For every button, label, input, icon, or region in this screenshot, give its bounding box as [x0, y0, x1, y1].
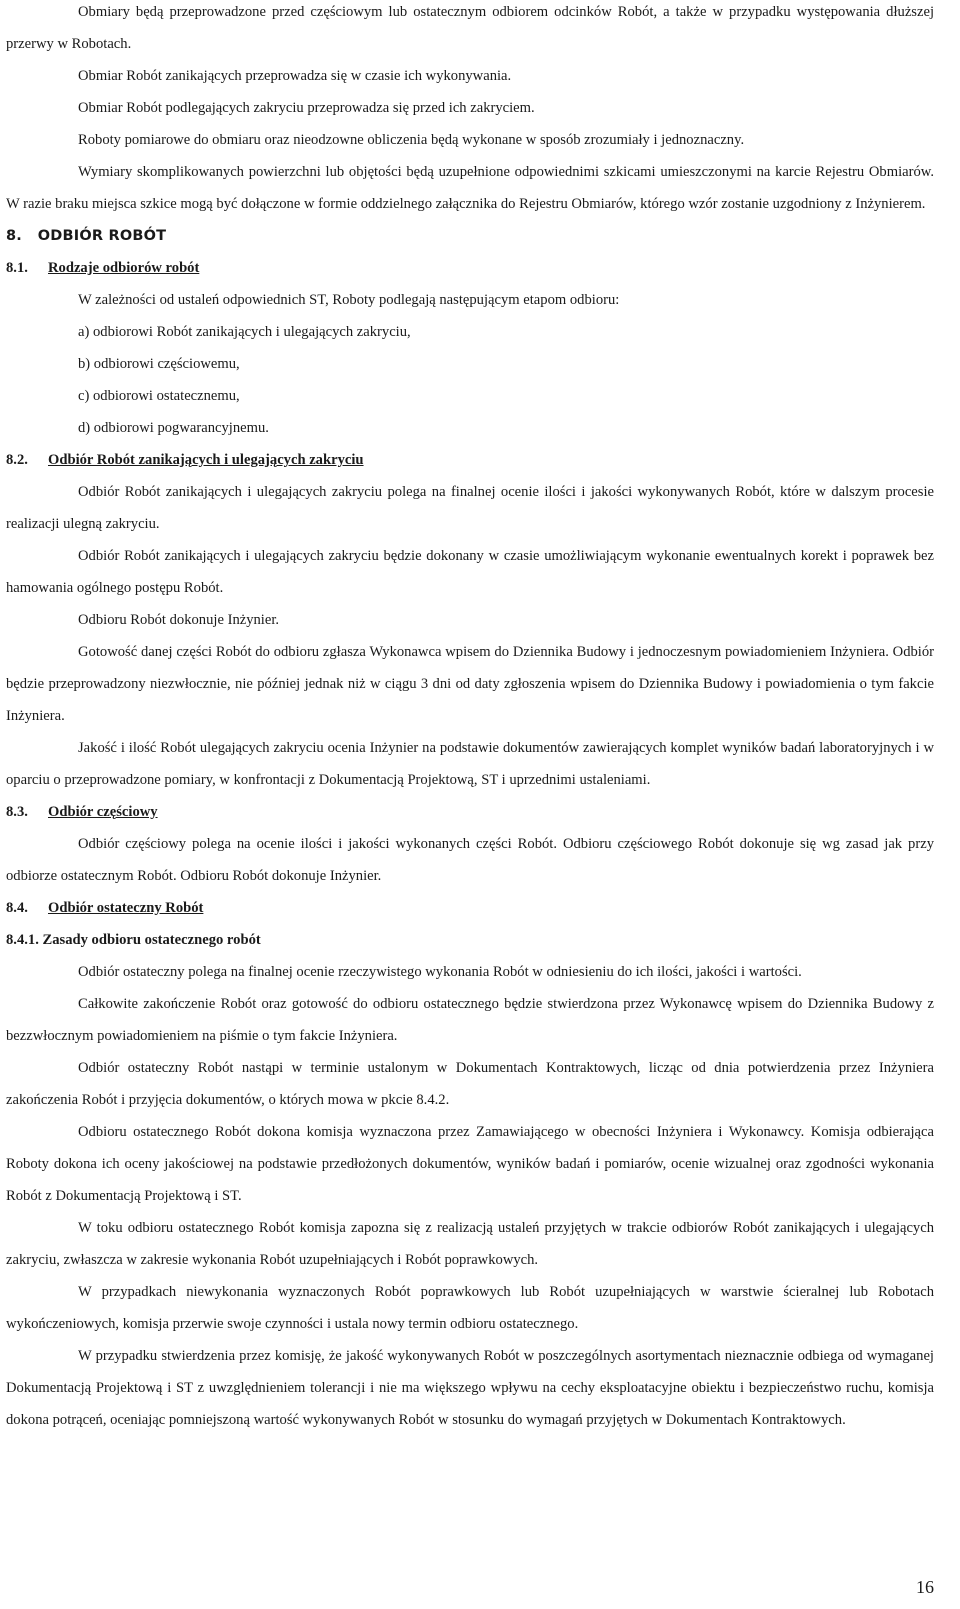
section-heading-8-4-1: 8.4.1. Zasady odbioru ostatecznego robót [6, 932, 261, 948]
paragraph: Obmiary będą przeprowadzone przed częściowym lub ostatecznym odbiorem odcinków Robót, a także w przypadku występowania dłuższej przerwy w Robotach. [6, 4, 934, 52]
section-number: 8. [6, 228, 22, 244]
page-number: 16 [916, 1577, 934, 1597]
section-heading-8-2 [6, 444, 934, 476]
paragraph: W zależności od ustaleń odpowiednich ST, Roboty podlegają następującym etapom odbioru: [78, 292, 620, 308]
paragraph: W przypadkach niewykonania wyznaczonych Robót poprawkowych lub Robót uzupełniających w warstwie ścieralnej lub Robotach wykończeniowych, komisja przerwie swoje czynności i ustala nowy termin odbioru ostatecznego. [6, 1284, 934, 1332]
paragraph: Odbiór częściowy polega na ocenie ilości i jakości wykonanych części Robót. Odbioru częściowego Robót dokonuje się wg zasad jak przy odbiorze ostatecznym Robót. Odbioru Robót dokonuje Inżynier. [6, 836, 934, 884]
paragraph: Obmiar Robót podlegających zakryciu przeprowadza się przed ich zakryciem. [78, 100, 535, 116]
section-title: Odbiór częściowy [48, 804, 158, 820]
paragraph: W przypadku stwierdzenia przez komisję, że jakość wykonywanych Robót w poszczególnych asortymentach nieznacznie odbiega od wymaganej Dokumentacją Projektową i ST z uwzględnieniem tolerancji i nie ma większego wpływu na cechy eksploatacyjne obiektu i bezpieczeństwo ruchu, komisja dokona potrąceń, oceniając pomniejszoną wartość wykonywanych Robót w stosunku do wymagań przyjętych w Dokumentach Kontraktowych. [6, 1348, 934, 1428]
paragraph: Odbiór Robót zanikających i ulegających zakryciu polega na finalnej ocenie ilości i jakości wykonywanych Robót, które w dalszym procesie realizacji ulegną zakryciu. [6, 484, 934, 532]
section-number: 8.3. [6, 804, 28, 820]
section-title: Odbiór ostateczny Robót [48, 900, 204, 916]
section-number: 8.4. [6, 900, 28, 916]
paragraph: Całkowite zakończenie Robót oraz gotowość do odbioru ostatecznego będzie stwierdzona przez Wykonawcę wpisem do Dziennika Budowy z bezzwłocznym powiadomieniem na piśmie o tym fakcie Inżyniera. [6, 996, 934, 1044]
section-title: Odbiór Robót zanikających i ulegających zakryciu [48, 452, 364, 468]
section-heading-8-3 [6, 796, 934, 828]
list-item: b) odbiorowi częściowemu, [78, 356, 240, 372]
section-number: 8.2. [6, 452, 28, 468]
section-title: ODBIÓR ROBÓT [37, 228, 167, 244]
list-item: d) odbiorowi pogwarancyjnemu. [78, 420, 269, 436]
section-number: 8.1. [6, 260, 28, 276]
section-heading-8 [6, 220, 934, 252]
section-heading-8-1 [6, 252, 934, 284]
paragraph: Odbiór ostateczny Robót nastąpi w terminie ustalonym w Dokumentach Kontraktowych, licząc od dnia potwierdzenia przez Inżyniera zakończenia Robót i przyjęcia dokumentów, o których mowa w pkcie 8.4.2. [6, 1060, 934, 1108]
paragraph: Odbiór ostateczny polega na finalnej ocenie rzeczywistego wykonania Robót w odniesieniu do ich ilości, jakości i wartości. [78, 964, 802, 980]
section-heading-8-4 [6, 892, 934, 924]
list-item: a) odbiorowi Robót zanikających i ulegających zakryciu, [78, 324, 411, 340]
section-title: Rodzaje odbiorów robót [48, 260, 200, 276]
paragraph: Roboty pomiarowe do obmiaru oraz nieodzowne obliczenia będą wykonane w sposób zrozumiały i jednoznaczny. [78, 132, 745, 148]
paragraph: Odbiór Robót zanikających i ulegających zakryciu będzie dokonany w czasie umożliwiającym wykonanie ewentualnych korekt i poprawek bez hamowania ogólnego postępu Robót. [6, 548, 934, 596]
paragraph: Odbioru Robót dokonuje Inżynier. [78, 612, 280, 628]
paragraph: W toku odbioru ostatecznego Robót komisja zapozna się z realizacją ustaleń przyjętych w trakcie odbiorów Robót zanikających i ulegających zakryciu, zwłaszcza w zakresie wykonania Robót uzupełniających i Robót poprawkowych. [6, 1220, 934, 1268]
list-item: c) odbiorowi ostatecznemu, [78, 388, 240, 404]
paragraph: Gotowość danej części Robót do odbioru zgłasza Wykonawca wpisem do Dziennika Budowy i jednoczesnym powiadomieniem Inżyniera. Odbiór będzie przeprowadzony niezwłocznie, nie później jednak niż w ciągu 3 dni od daty zgłoszenia wpisem do Dziennika Budowy i powiadomienia o tym fakcie Inżyniera. [6, 644, 934, 724]
paragraph: Obmiar Robót zanikających przeprowadza się w czasie ich wykonywania. [78, 68, 512, 84]
paragraph: Odbioru ostatecznego Robót dokona komisja wyznaczona przez Zamawiającego w obecności Inżyniera i Wykonawcy. Komisja odbierająca Roboty dokona ich oceny jakościowej na podstawie przedłożonych dokumentów, wyników badań i pomiarów, ocenie wizualnej oraz zgodności wykonania Robót z Dokumentacją Projektową i ST. [6, 1124, 934, 1204]
paragraph: Wymiary skomplikowanych powierzchni lub objętości będą uzupełnione odpowiednimi szkicami umieszczonymi na karcie Rejestru Obmiarów. W razie braku miejsca szkice mogą być dołączone w formie oddzielnego załącznika do Rejestru Obmiarów, którego wzór zostanie uzgodniony z Inżynierem. [6, 164, 934, 212]
paragraph: Jakość i ilość Robót ulegających zakryciu ocenia Inżynier na podstawie dokumentów zawierających komplet wyników badań laboratoryjnych i w oparciu o przeprowadzone pomiary, w konfrontacji z Dokumentacją Projektową, ST i uprzednimi ustaleniami. [6, 740, 934, 788]
